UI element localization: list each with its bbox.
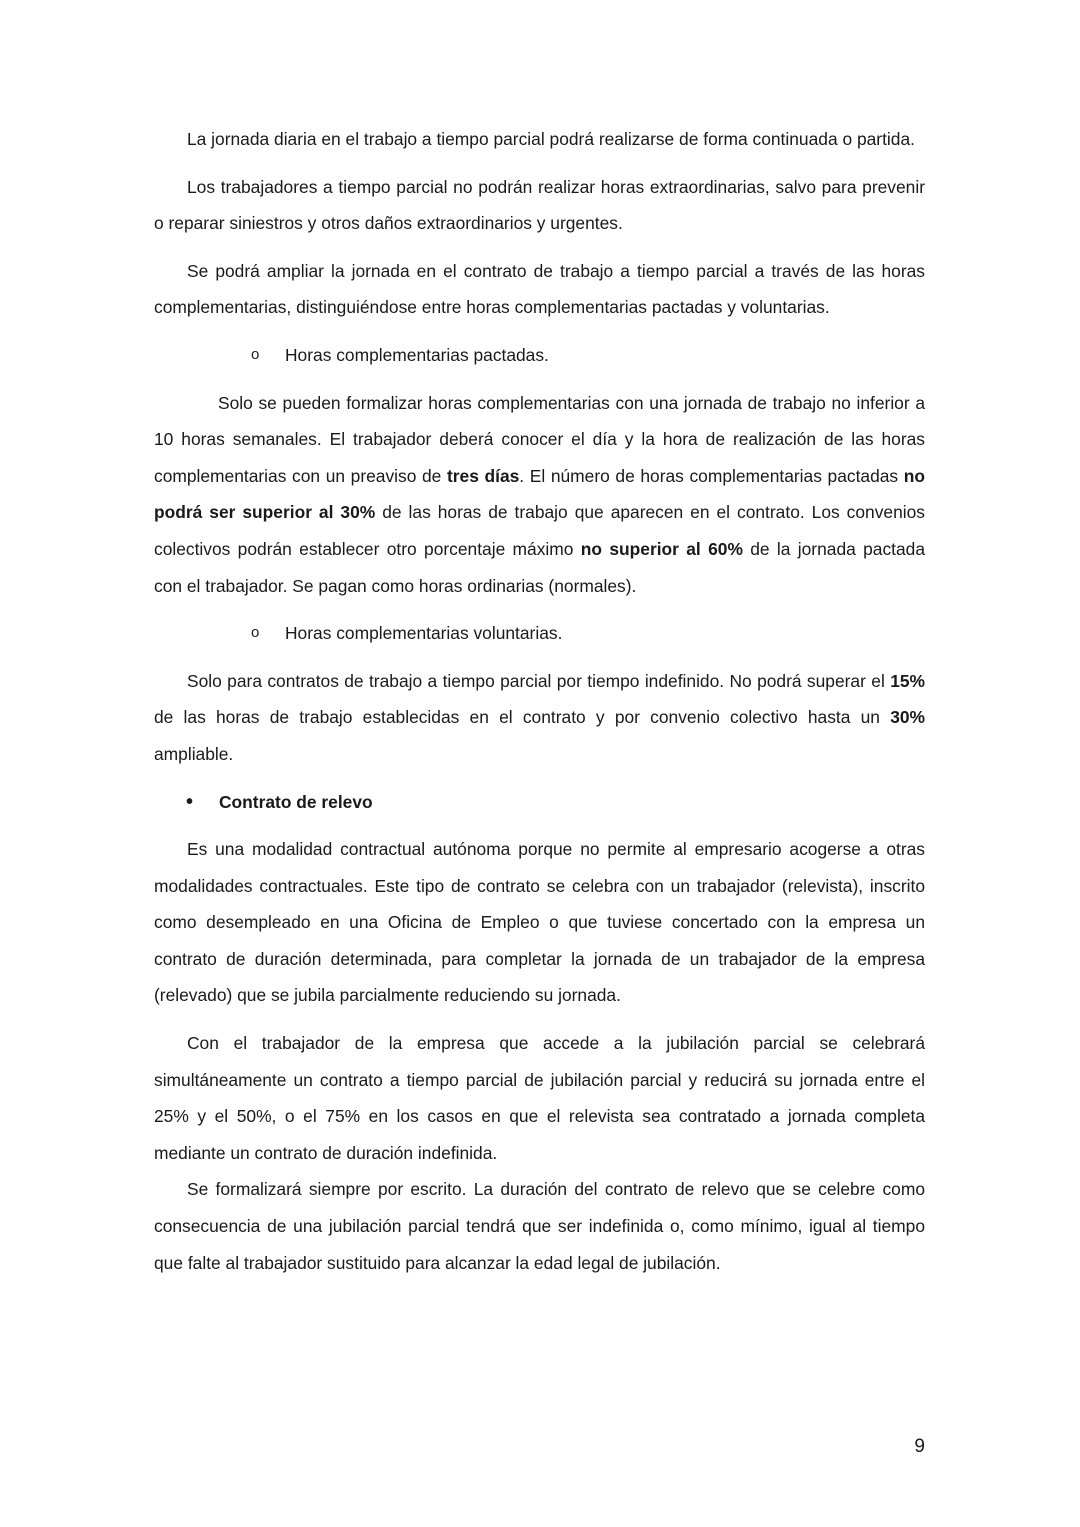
section-heading-label: Contrato de relevo	[219, 791, 373, 812]
section-heading-contrato-relevo	[154, 784, 925, 821]
text-run: . El número de horas complementarias pactadas	[519, 465, 904, 486]
circle-bullet-icon: o	[251, 624, 260, 642]
text-run: ampliable.	[154, 743, 234, 764]
paragraph-pactadas	[154, 385, 925, 605]
paragraph-voluntarias	[154, 663, 925, 773]
list-item-label: Horas complementarias pactadas.	[285, 344, 549, 365]
paragraph-relevo-jubilacion: Con el trabajador de la empresa que accede a la jubilación parcial se celebrará simultáneamente un contrato a tiempo parcial de jubilación parcial y reducirá su jornada entre el 25% y el 50%, o el 75% en los casos en que el relevista sea contratado a jornada completa mediante un contrato de duración indefinida.	[154, 1033, 925, 1163]
bold-run: no superior al 60%	[580, 538, 743, 559]
text-run: de la jornada pactada con el trabajador. Se pagan como horas ordinarias (normales).	[154, 538, 925, 596]
text-run: Solo se pueden formalizar horas complementarias con una jornada de trabajo no inferior a 10 horas semanales. El trabajador deberá conocer el día y la hora de realización de las horas complementarias con un preaviso de	[154, 392, 925, 486]
bold-run: 15%	[890, 670, 925, 691]
bold-run: tres días	[446, 465, 520, 486]
text-run: de las horas de trabajo establecidas en el contrato y por convenio colectivo hasta un	[154, 707, 891, 728]
list-item-horas-voluntarias	[154, 615, 925, 652]
page-body	[154, 121, 925, 1292]
bold-run: no podrá ser superior al 30%	[154, 465, 925, 523]
paragraph-relevo-formalizacion: Se formalizará siempre por escrito. La duración del contrato de relevo que se celebre como consecuencia de una jubilación parcial tendrá que ser indefinida o, como mínimo, igual al tiempo que falte al trabajador sustituido para alcanzar la edad legal de jubilación.	[154, 1179, 925, 1273]
text-run: de las horas de trabajo que aparecen en el contrato. Los convenios colectivos podrán establecer otro porcentaje máximo	[154, 502, 925, 559]
bold-run: 30%	[890, 707, 925, 728]
page-number: 9	[914, 1436, 925, 1457]
bullet-icon: •	[186, 790, 194, 813]
circle-bullet-icon: o	[251, 345, 260, 363]
list-item-label: Horas complementarias voluntarias.	[285, 623, 563, 644]
paragraph-ampliar-jornada: Se podrá ampliar la jornada en el contrato de trabajo a tiempo parcial a través de las horas complementarias, distinguiéndose entre horas complementarias pactadas y voluntarias.	[154, 260, 925, 318]
list-item-horas-pactadas	[154, 337, 925, 374]
paragraph-jornada-diaria: La jornada diaria en el trabajo a tiempo parcial podrá realizarse de forma continuada o partida.	[187, 129, 915, 149]
paragraph-relevo-definicion: Es una modalidad contractual autónoma porque no permite al empresario acogerse a otras modalidades contractuales. Este tipo de contrato se celebra con un trabajador (relevista), inscrito como desempleado en una Oficina de Empleo o que tuviese concertado con la empresa un contrato de duración determinada, para completar la jornada de un trabajador de la empresa (relevado) que se jubila parcialmente reduciendo su jornada.	[154, 839, 925, 1006]
paragraph-horas-extraordinarias: Los trabajadores a tiempo parcial no podrán realizar horas extraordinarias, salvo para prevenir o reparar siniestros y otros daños extraordinarios y urgentes.	[154, 176, 925, 234]
text-run: Solo para contratos de trabajo a tiempo parcial por tiempo indefinido. No podrá superar el	[187, 670, 891, 691]
